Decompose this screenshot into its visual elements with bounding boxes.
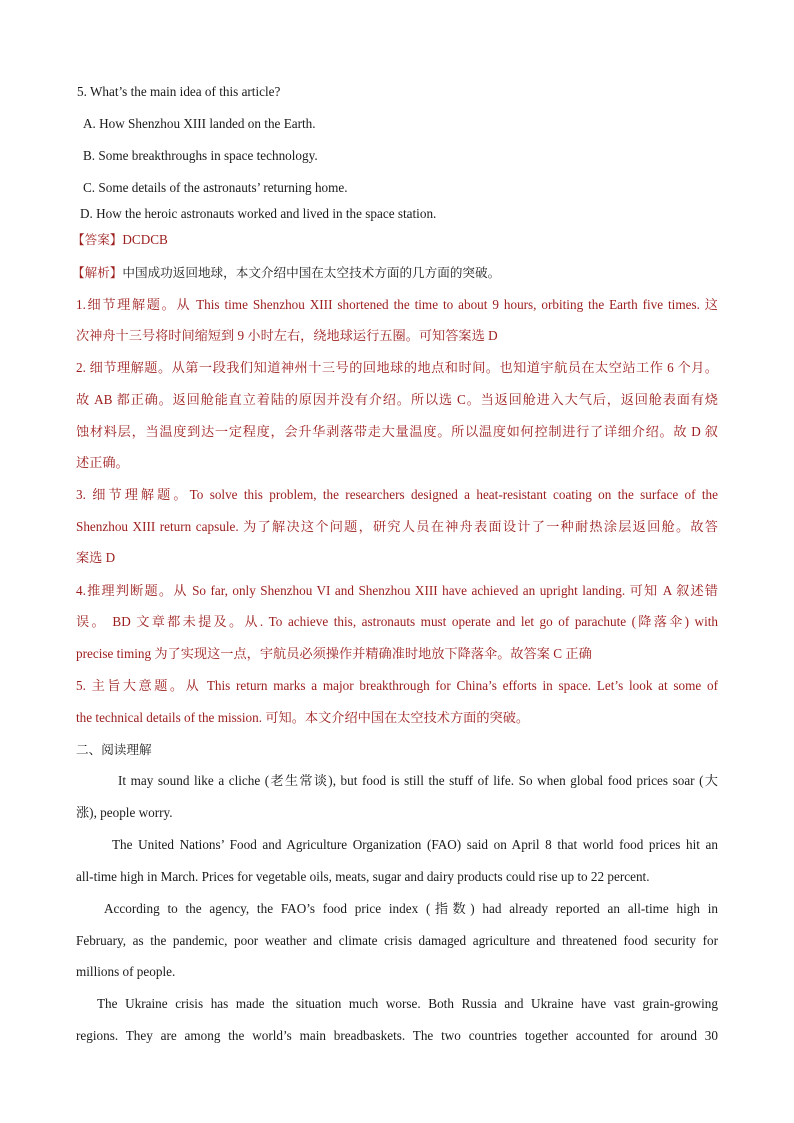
analysis-line-11: 误。 BD 文章都未提及。从. To achieve this, astronauts must operate and let go of parachute (降落伞) with xyxy=(76,614,718,629)
analysis-line-9: 案选 D xyxy=(76,550,116,565)
question-stem: 5. What’s the main idea of this article? xyxy=(77,84,281,99)
section-heading: 二、阅读理解 xyxy=(76,742,152,757)
analysis-label: 【解析】 xyxy=(72,265,123,280)
analysis-line-10: 4.推理判断题。从 So far, only Shenzhou VI and Shenzhou XIII have achieved an upright landing. 可知 A 叙述错 xyxy=(76,583,718,598)
passage-line-1: It may sound like a cliche (老生常谈), but food is still the stuff of life. So when global food prices soar (大 xyxy=(118,773,718,788)
passage-line-9: regions. They are among the world’s main breadbaskets. The two countries together accounted for around 30 xyxy=(76,1028,718,1043)
answer-value: DCDCB xyxy=(122,232,168,247)
analysis-intro-line xyxy=(72,264,500,282)
analysis-intro: 中国成功返回地球，本文介绍中国在太空技术方面的几方面的突破。 xyxy=(122,265,501,280)
analysis-line-12: precise timing 为了实现这一点，宇航员必须操作并精确准时地放下降落伞。故答案 C 正确 xyxy=(76,646,592,661)
analysis-line-13: 5. 主旨大意题。从 This return marks a major breakthrough for China’s efforts in space. Let’s look at some of xyxy=(76,678,718,693)
option-d: D. How the heroic astronauts worked and lived in the space station. xyxy=(80,206,437,221)
passage-line-8: The Ukraine crisis has made the situation much worse. Both Russia and Ukraine have vast grain-growing xyxy=(97,996,718,1011)
analysis-line-5: 蚀材料层，当温度到达一定程度，会升华剥落带走大量温度。所以温度如何控制进行了详细介绍。故 D 叙 xyxy=(76,424,718,439)
passage-line-7: millions of people. xyxy=(76,964,176,979)
option-a: A. How Shenzhou XIII landed on the Earth. xyxy=(83,116,316,131)
analysis-line-4: 故 AB 都正确。返回舱能直立着陆的原因并没有介绍。所以选 C。当返回舱进入大气后，返回舱表面有烧 xyxy=(76,392,718,407)
analysis-line-7: 3. 细节理解题。To solve this problem, the researchers designed a heat-resistant coating on the surface of the xyxy=(76,487,718,502)
passage-line-2: 涨), people worry. xyxy=(76,805,173,820)
analysis-line-1: 1.细节理解题。从 This time Shenzhou XIII shortened the time to about 9 hours, orbiting the Earth five times. 这 xyxy=(76,297,718,312)
analysis-line-6: 述正确。 xyxy=(76,455,129,470)
analysis-line-3: 2. 细节理解题。从第一段我们知道神州十三号的回地球的地点和时间。也知道宇航员在太空站工作 6 个月。 xyxy=(76,360,718,375)
analysis-line-8: Shenzhou XIII return capsule. 为了解决这个问题，研究人员在神舟表面设计了一种耐热涂层返回舱。故答 xyxy=(76,519,718,534)
analysis-line-14: the technical details of the mission. 可知。本文介绍中国在太空技术方面的突破。 xyxy=(76,710,530,725)
passage-line-6: February, as the pandemic, poor weather and climate crisis damaged agriculture and threatened food security for xyxy=(76,933,718,948)
answer-label: 【答案】 xyxy=(72,232,123,247)
analysis-line-2: 次神舟十三号将时间缩短到 9 小时左右，绕地球运行五圈。可知答案选 D xyxy=(76,328,498,343)
option-b: B. Some breakthroughs in space technology. xyxy=(83,148,318,163)
passage-line-3: The United Nations’ Food and Agriculture Organization (FAO) said on April 8 that world food prices hit an xyxy=(112,837,718,852)
passage-line-5: According to the agency, the FAO’s food price index (指数) had already reported an all-time high in xyxy=(104,901,718,916)
passage-line-4: all-time high in March. Prices for vegetable oils, meats, sugar and dairy products could rise up to 22 percent. xyxy=(76,869,650,884)
answer-line xyxy=(72,231,168,249)
option-c: C. Some details of the astronauts’ returning home. xyxy=(83,180,348,195)
